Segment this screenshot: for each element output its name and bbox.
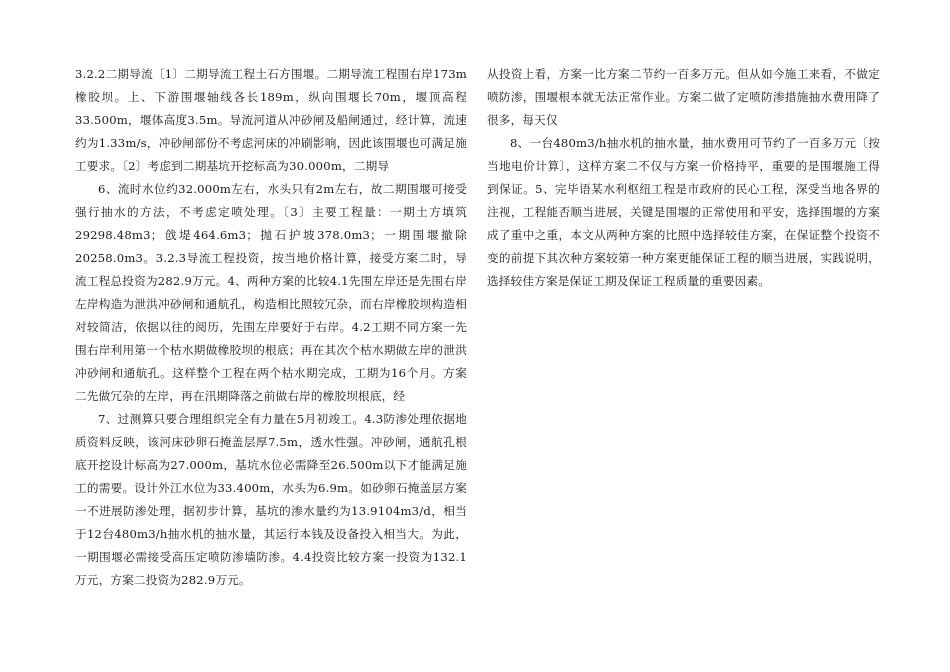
right-text-column xyxy=(487,63,880,293)
paragraph-conclusion: 8、一台480m3/h抽水机的抽水量，抽水费用可节约了一百多万元〔按当地电价计算〕，这样方案二不仅与方案一价格持平，重要的是围堰施工得到保证。5、完毕语某水利枢纽工程是市政府的民心工程，深受当地各界的注视，工程能否顺当进展，关键是围堰的正常使用和平安，选择围堰的方案成了重中之重，本文从两种方案的比照中选择较佳方案，在保证整个投资不变的前提下其次种方案较第一种方案更能保证工程的顺当进展，实践说明，选择较佳方案是保证工期及保证工程质量的重要因素。 xyxy=(487,136,880,288)
paragraph-investment-comparison: 从投资上看，方案一比方案二节约一百多万元。但从如今施工来看，不做定喷防渗，围堰根本就无法正常作业。方案二做了定喷防渗措施抽水费用降了很多，每天仅 xyxy=(487,67,880,127)
left-text-column xyxy=(75,63,467,592)
paragraph-seepage-investment: 7、过测算只要合理组织完全有力量在5月初竣工。4.3防渗处理依据地质资料反映，该河床砂卵石掩盖层厚7.5m，透水性强。冲砂闸，通航孔根底开挖设计标高为27.000m，基坑水位必需降至26.500m以下才能满足施工的需要。设计外江水位为33.400m，水头为6.9m。如砂卵石掩盖层方案一不进展防渗处理，据初步计算，基坑的渗水量约为13.9104m3/d，相当于12台480m3/h抽水机的抽水量，其运行本钱及设备投入相当大。为此，一期围堰必需接受高压定喷防渗墙防渗。4.4投资比较方案一投资为132.1万元，方案二投资为282.9万元。 xyxy=(75,412,467,587)
paragraph-diversion-cofferdam: 3.2.2二期导流〔1〕二期导流工程土石方围堰。二期导流工程围右岸173m橡胶坝。上、下游围堰轴线各长189m，纵向围堰长70m，堰顶高程33.500m，堰体高度3.5m。导流河道从冲砂闸及船闸通过，经计算，流速约为1.33m/s，冲砂闸部份不考虑河床的冲刷影响，因此该围堰也可满足施工要求。〔2〕考虑到二期基坑开挖标高为30.000m，二期导 xyxy=(75,67,467,173)
paragraph-water-level-quantities: 6、流时水位约32.000m左右，水头只有2m左右，故二期围堰可接受强行抽水的方法，不考虑定喷处理。〔3〕主要工程量：一期土方填筑29298.48m3；戗堤464.6m3；抛石护坡378.0m3；一期围堰撤除20258.0m3。3.2.3导流工程投资，按当地价格计算，接受方案二时，导流工程总投资为282.9万元。4、两种方案的比较4.1先围左岸还是先围右岸左岸构造为泄洪冲砂闸和通航孔，构造相比照较冗杂，而右岸橡胶坝构造相对较简洁，依据以往的阅历，先围左岸要好于右岸。4.2工期不同方案一先围右岸利用第一个枯水期做橡胶坝的根底；再在其次个枯水期做左岸的泄洪冲砂闸和通航孔。这样整个工程在两个枯水期完成，工期为16个月。方案二先做冗杂的左岸，再在汛期降落之前做右岸的橡胶坝根底，经 xyxy=(75,182,467,403)
